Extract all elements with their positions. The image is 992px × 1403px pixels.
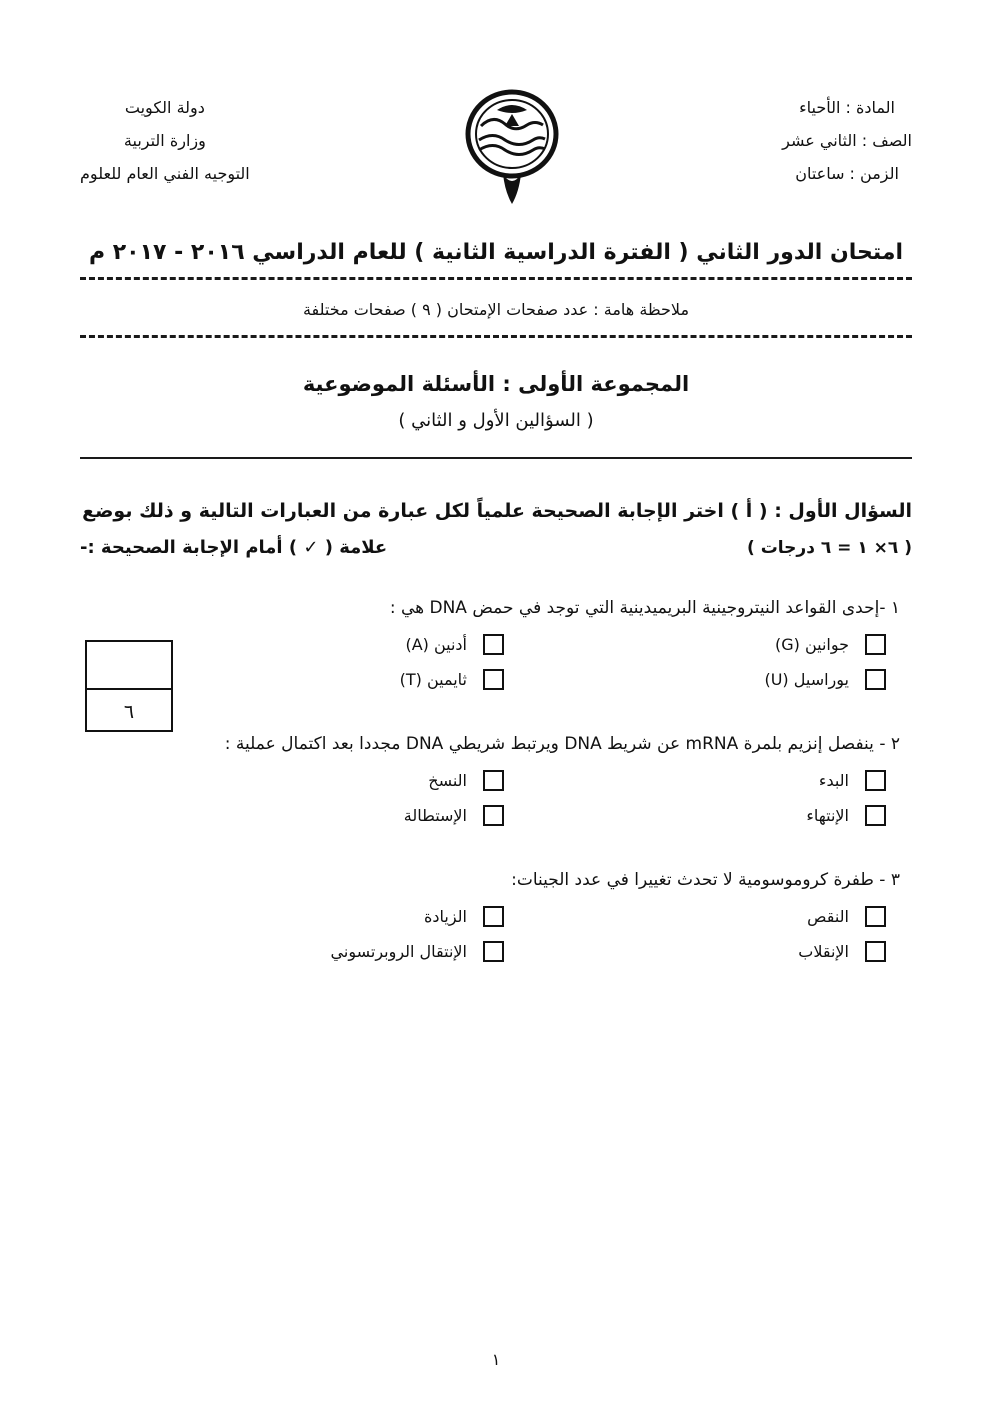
header-line-grade: الصف : الثاني عشر bbox=[782, 130, 912, 150]
option-choice[interactable] bbox=[174, 805, 556, 826]
question-stem: ٣ - طفرة كروموسومية لا تحدث تغييرا في عدد الجينات: bbox=[511, 870, 900, 891]
checkbox-icon[interactable] bbox=[483, 634, 504, 655]
option-label: الإستطالة bbox=[403, 806, 467, 826]
option-choice[interactable] bbox=[556, 941, 904, 962]
option-choice[interactable] bbox=[556, 906, 904, 927]
option-label: ثايمين (T) bbox=[399, 670, 467, 690]
option-row bbox=[80, 805, 906, 826]
option-row bbox=[80, 669, 906, 690]
header-line-duration: الزمن : ساعتان bbox=[795, 163, 899, 183]
option-label: البدء bbox=[818, 771, 849, 791]
option-label: الزيادة bbox=[424, 907, 467, 927]
option-label: النسخ bbox=[428, 771, 467, 791]
option-choice[interactable] bbox=[556, 669, 904, 690]
question-one-heading-line2: علامة ( ✓ ) أمام الإجابة الصحيحة :- bbox=[80, 537, 388, 559]
checkbox-icon[interactable] bbox=[483, 805, 504, 826]
question-item-2 bbox=[80, 734, 906, 826]
question-stem: ١ -إحدى القواعد النيتروجينية البريميدينية التي توجد في حمض DNA هي : bbox=[389, 598, 900, 619]
page-number: ١ bbox=[491, 1350, 501, 1369]
divider-solid bbox=[80, 457, 912, 459]
option-choice[interactable] bbox=[556, 770, 904, 791]
option-label: الإنتهاء bbox=[806, 806, 849, 826]
option-row bbox=[80, 770, 906, 791]
checkbox-icon[interactable] bbox=[483, 669, 504, 690]
group-title: المجموعة الأولى : الأسئلة الموضوعية bbox=[302, 372, 690, 396]
kuwait-emblem-icon bbox=[459, 86, 565, 206]
option-row bbox=[80, 634, 906, 655]
document-header bbox=[80, 92, 912, 206]
question-list bbox=[80, 598, 912, 962]
pages-note: ملاحظة هامة : عدد صفحات الإمتحان ( ٩ ) صفحات مختلفة bbox=[302, 300, 690, 319]
question-item-1 bbox=[80, 598, 906, 690]
checkbox-icon[interactable] bbox=[865, 941, 886, 962]
header-line-ministry: وزارة التربية bbox=[123, 130, 206, 150]
option-choice[interactable] bbox=[174, 634, 556, 655]
marks-box-value: ٦ bbox=[123, 701, 135, 723]
question-one-heading: السؤال الأول : ( أ ) اختر الإجابة الصحيحة علمياً لكل عبارة من العبارات التالية و ذلك بوضع bbox=[82, 500, 912, 522]
option-choice[interactable] bbox=[556, 634, 904, 655]
option-choice[interactable] bbox=[174, 941, 556, 962]
question-item-3 bbox=[80, 870, 906, 962]
header-line-country: دولة الكويت bbox=[124, 98, 205, 117]
option-choice[interactable] bbox=[174, 669, 556, 690]
checkbox-icon[interactable] bbox=[483, 906, 504, 927]
marks-box bbox=[85, 640, 173, 732]
header-line-department: التوجيه الفني العام للعلوم bbox=[80, 163, 250, 183]
group-subtitle: ( السؤالين الأول و الثاني ) bbox=[398, 410, 594, 431]
checkbox-icon[interactable] bbox=[483, 941, 504, 962]
option-label: جوانين (G) bbox=[774, 635, 849, 655]
option-label: أدنين (A) bbox=[405, 635, 467, 655]
divider-dashed-bottom bbox=[80, 335, 912, 338]
header-right-column bbox=[80, 92, 250, 190]
option-choice[interactable] bbox=[174, 906, 556, 927]
checkbox-icon[interactable] bbox=[483, 770, 504, 791]
option-label: النقص bbox=[807, 907, 849, 927]
option-label: يوراسيل (U) bbox=[764, 670, 849, 690]
checkbox-icon[interactable] bbox=[865, 634, 886, 655]
option-choice[interactable] bbox=[556, 805, 904, 826]
header-left-column bbox=[782, 92, 912, 190]
checkbox-icon[interactable] bbox=[865, 770, 886, 791]
checkbox-icon[interactable] bbox=[865, 805, 886, 826]
question-one-subheading-row bbox=[80, 537, 912, 558]
checkbox-icon[interactable] bbox=[865, 669, 886, 690]
divider-dashed-top bbox=[80, 277, 912, 280]
option-label: الإنتقال الروبرتسوني bbox=[330, 942, 467, 962]
question-one-marks-text: ( ٦× ١ = ٦ درجات ) bbox=[747, 537, 912, 558]
option-label: الإنقلاب bbox=[798, 942, 849, 962]
marks-box-empty-cell[interactable] bbox=[87, 642, 171, 690]
exam-title: امتحان الدور الثاني ( الفترة الدراسية الثانية ) للعام الدراسي ٢٠١٦ - ٢٠١٧ م bbox=[88, 240, 904, 265]
header-line-subject: المادة : الأحياء bbox=[799, 98, 895, 117]
question-stem: ٢ - ينفصل إنزيم بلمرة mRNA عن شريط DNA ويرتبط شريطي DNA مجددا بعد اكتمال عملية : bbox=[224, 734, 900, 755]
checkbox-icon[interactable] bbox=[865, 906, 886, 927]
option-row bbox=[80, 941, 906, 962]
option-row bbox=[80, 906, 906, 927]
option-choice[interactable] bbox=[174, 770, 556, 791]
